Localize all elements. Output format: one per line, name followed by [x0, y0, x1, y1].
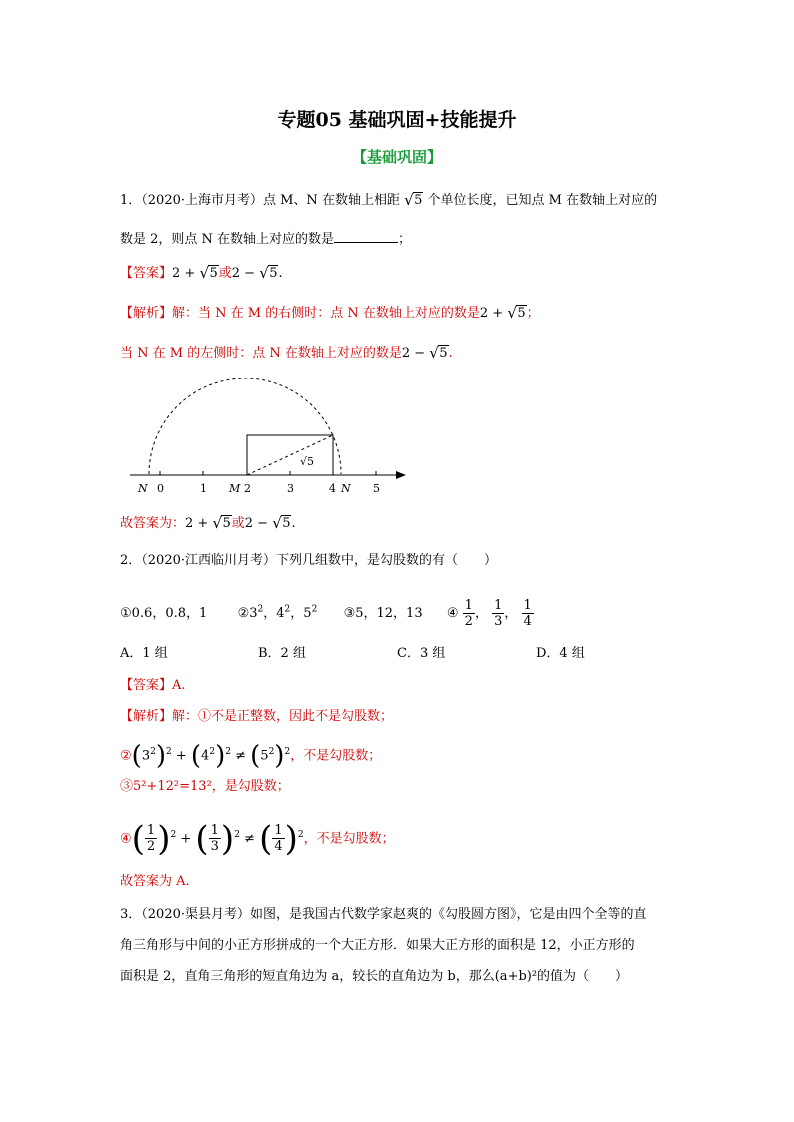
diagonal-dashed — [247, 435, 333, 475]
q1-sqrt: √ 5 — [404, 192, 423, 210]
q3-line2: 角三角形与中间的小正方形拼成的一个大正方形．如果大正方形的面积是 12，小正方形的 — [120, 938, 635, 953]
choice-d: D．4 组 — [536, 646, 585, 661]
q3-line1: 3．（2020·渠县月考）如图，是我国古代数学家赵爽的《勾股圆方图》，它是由四个全等的直 — [120, 907, 647, 922]
q2-opt4: ④ $\frac{1}{2}$ ， $\frac{1}{3}$ ， $\frac{1}{4}$ — [446, 598, 532, 629]
choice-b: B．2 组 — [258, 646, 306, 661]
q1-line1-a: 1．（2020·上海市月考）点 M、N 在数轴上相距 — [120, 193, 400, 208]
choice-c: C．3 组 — [397, 646, 446, 661]
q2-options — [120, 598, 534, 629]
choice-a: A．1 组 — [120, 646, 168, 661]
q2-analysis-1: 【解析】解：①不是正整数，因此不是勾股数； — [120, 709, 394, 724]
q2-answer: 【答案】A. — [120, 678, 186, 693]
q1-analysis-1: 【解析】解：当 N 在 M 的右侧时：点 N 在数轴上对应的数是2 + √ 5； — [120, 305, 540, 323]
q1-line2-text: 数是 2，则点 N 在数轴上对应的数是 — [120, 232, 335, 247]
analysis-tag: 【解析】 — [120, 306, 173, 321]
q2-stem: 2．（2020·江西临川月考）下列几组数中，是勾股数的有（ ） — [120, 553, 497, 568]
label-4: 4 — [329, 482, 336, 495]
q1-final: 故答案为：2 + √ 5或2 − √ 5. — [120, 515, 296, 533]
section-heading: 【基础巩固】 — [351, 148, 442, 166]
axis-arrow — [396, 471, 406, 479]
radius-label: √5 — [300, 455, 315, 468]
q1-line2: 数是 2，则点 N 在数轴上对应的数是 ； — [120, 229, 411, 249]
answer-tag: 【答案】 — [120, 266, 173, 281]
q2-analysis-2: $②(3^2)^2 + (4^2)^2 \ne (5^2)^2$，不是勾股数； — [120, 740, 382, 771]
q2-final: 故答案为 A. — [120, 874, 190, 889]
q1-analysis-2: 当 N 在 M 的左侧时：点 N 在数轴上对应的数是2 − √ 5. — [120, 345, 453, 363]
label-M: M — [229, 482, 241, 495]
answer-blank — [334, 229, 398, 243]
q2-opt1: ①0.6，0.8，1 — [120, 606, 208, 621]
label-1: 1 — [200, 482, 207, 495]
label-0: 0 — [157, 482, 164, 495]
q2-analysis-3: ③5²+12²=13²，是勾股数； — [120, 779, 290, 794]
label-5: 5 — [373, 482, 380, 495]
label-3: 3 — [287, 482, 294, 495]
label-2: 2 — [244, 482, 251, 495]
q1-answer: 【答案】2 + √ 5或2 − √ 5. — [120, 265, 283, 283]
q2-analysis-4: ④( $\frac{1}{2}$ )$^2$ + ( $\frac{1}{3}$ )$^2$ ≠ ( $\frac{1}{4}$ )$^2$，不是勾股数； — [120, 818, 395, 859]
q3-line3: 面积是 2，直角三角形的短直角边为 a，较长的直角边为 b，那么(a+b)²的值为（ ） — [120, 969, 629, 984]
q2-opt3: ③5，12，13 — [343, 606, 423, 621]
label-N-left: N — [138, 482, 148, 495]
number-line-figure — [124, 378, 414, 500]
q1-line1-b: 个单位长度，已知点 M 在数轴上对应的 — [427, 193, 658, 208]
page-title: 专题05 基础巩固+技能提升 — [277, 109, 517, 131]
q2-opt2: $②3^2$，$4^2$，$5^2$ — [237, 604, 318, 621]
ticks — [160, 471, 376, 475]
q1-line1 — [120, 192, 657, 210]
label-N-right: N — [341, 482, 351, 495]
